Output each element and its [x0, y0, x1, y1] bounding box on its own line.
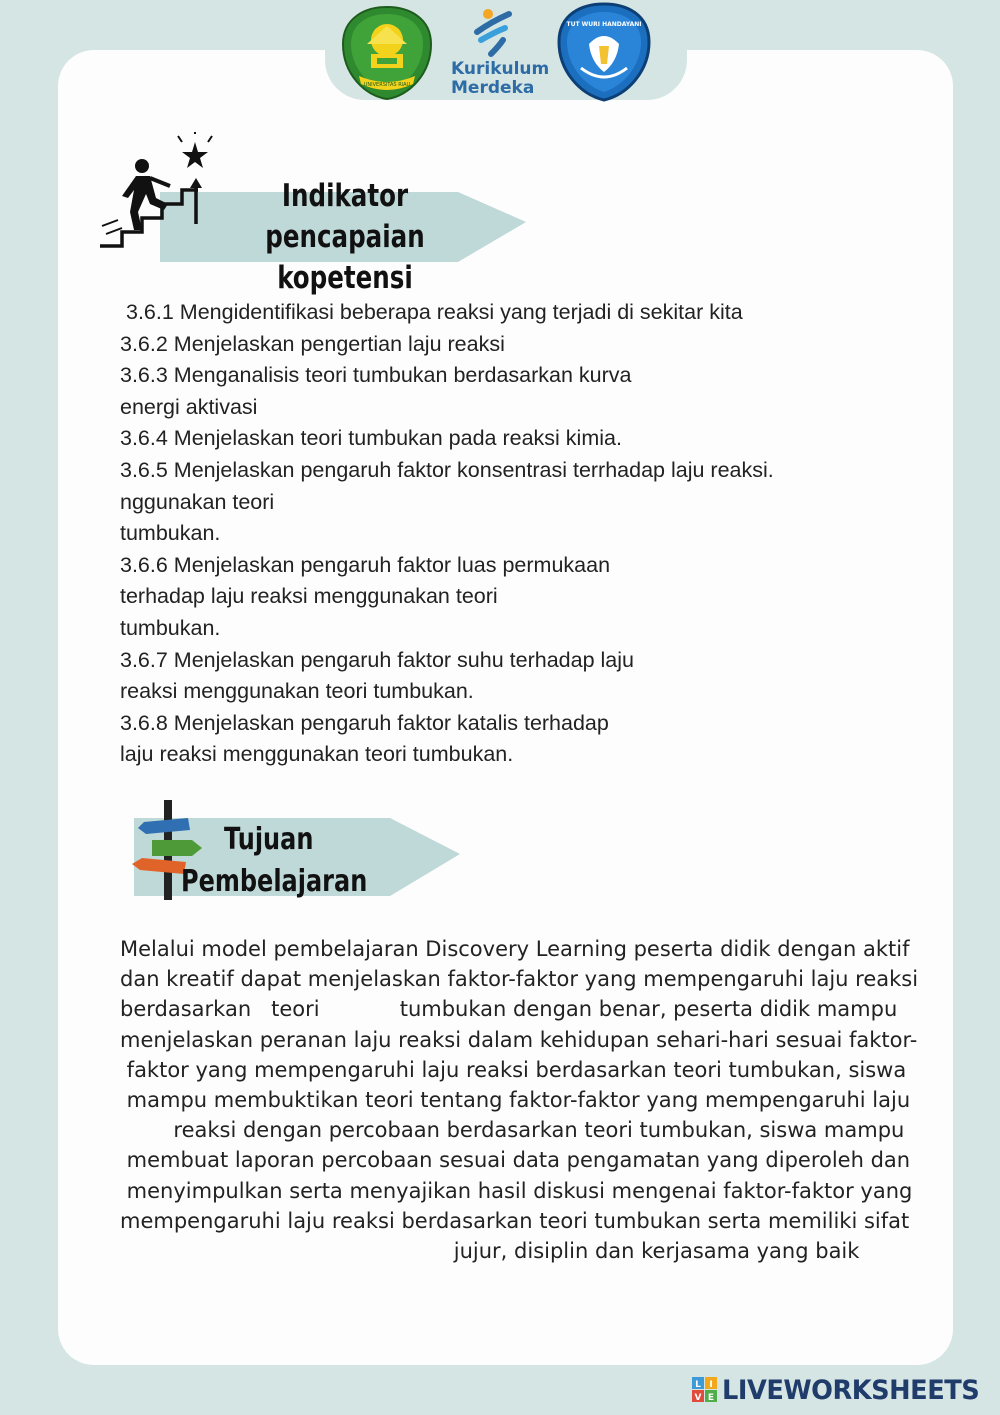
section2-title-line1: Tujuan [224, 822, 314, 857]
section1-title-line1: Indikator pencapaian [265, 178, 425, 255]
objective-line: mampu membuktikan teori tentang faktor-faktor yang mempengaruhi laju [120, 1088, 911, 1113]
indicator-line: 3.6.8 Menjelaskan pengaruh faktor katalis terhadap [120, 710, 609, 735]
kurikulum-text: Kurikulum [451, 59, 550, 79]
section1-title-line2: kopetensi [277, 260, 413, 296]
liveworksheets-text: LIVEWORKSHEETS [722, 1374, 980, 1406]
indicator-line: laju reaksi menggunakan teori tumbukan. [120, 742, 514, 767]
objective-line: faktor yang mempengaruhi laju reaksi berdasarkan teori tumbukan, siswa [120, 1057, 907, 1082]
kurikulum-merdeka-logo [447, 6, 550, 98]
indicator-line: 3.6.2 Menjelaskan pengertian laju reaksi [120, 331, 505, 356]
indicator-list [120, 297, 880, 771]
indicator-line: 3.6.4 Menjelaskan teori tumbukan pada reaksi kimia. [120, 426, 622, 451]
liveworksheets-brand[interactable] [692, 1375, 993, 1405]
indicator-line: 3.6.3 Menganalisis teori tumbukan berdasarkan kurva [120, 363, 632, 388]
objective-line: menyimpulkan serta menyajikan hasil diskusi mengenai faktor-faktor yang [120, 1178, 913, 1203]
objective-line: Melalui model pembelajaran Discovery Learning peserta didik dengan aktif [120, 937, 910, 961]
liveworksheets-badge-icon [692, 1377, 718, 1403]
objective-line: jujur, disiplin dan kerjasama yang baik [120, 1239, 860, 1264]
indicator-line: tumbukan. [120, 615, 221, 640]
kurikulum-figure-icon [447, 6, 547, 58]
objective-line: berdasarkan teori tumbukan dengan benar, peserta didik mampu [120, 997, 898, 1022]
objective-line: mempengaruhi laju reaksi berdasarkan teori tumbukan serta memiliki sifat [120, 1208, 910, 1233]
badge-letter: E [707, 1393, 715, 1403]
merdeka-text: Merdeka [451, 78, 535, 98]
indicator-line: 3.6.7 Menjelaskan pengaruh faktor suhu terhadap laju [120, 647, 634, 672]
tutwuri-text: TUT WURI HANDAYANI [566, 21, 642, 28]
indicator-line: reaksi menggunakan teori tumbukan. [120, 679, 474, 704]
indicator-line: nggunakan teori [120, 489, 275, 514]
indicator-line: 3.6.6 Menjelaskan pengaruh faktor luas permukaan [120, 552, 611, 577]
indicator-line: 3.6.1 Mengidentifikasi beberapa reaksi yang terjadi di sekitar kita [126, 300, 743, 324]
indicator-line: 3.6.5 Menjelaskan pengaruh faktor konsentrasi terrhadap laju reaksi. [120, 457, 774, 482]
learning-objective-paragraph [120, 934, 920, 1266]
objective-line: membuat laporan percobaan sesuai data pengamatan yang diperoleh dan [120, 1148, 911, 1173]
section2-title-line2: Pembelajaran [181, 864, 368, 899]
objective-line: dan kreatif dapat menjelaskan faktor-faktor yang mempengaruhi laju reaksi [120, 967, 919, 992]
badge-letter: I [709, 1380, 713, 1390]
badge-letter: L [695, 1380, 701, 1390]
universitas-riau-logo [337, 4, 437, 102]
objective-line: reaksi dengan percobaan berdasarkan teori tumbukan, siswa mampu [120, 1118, 905, 1143]
tut-wuri-handayani-logo [553, 2, 655, 102]
indicator-line: tumbukan. [120, 521, 221, 546]
indicator-line: energi aktivasi [120, 394, 258, 419]
objective-line: menjelaskan peranan laju reaksi dalam kehidupan sehari-hari sesuai faktor- [120, 1027, 918, 1052]
badge-letter: V [694, 1393, 702, 1403]
section1-title [217, 176, 472, 299]
indicator-line: terhadap laju reaksi menggunakan teori [120, 584, 498, 609]
unri-text: UNIVERSITAS RIAU [363, 82, 411, 88]
